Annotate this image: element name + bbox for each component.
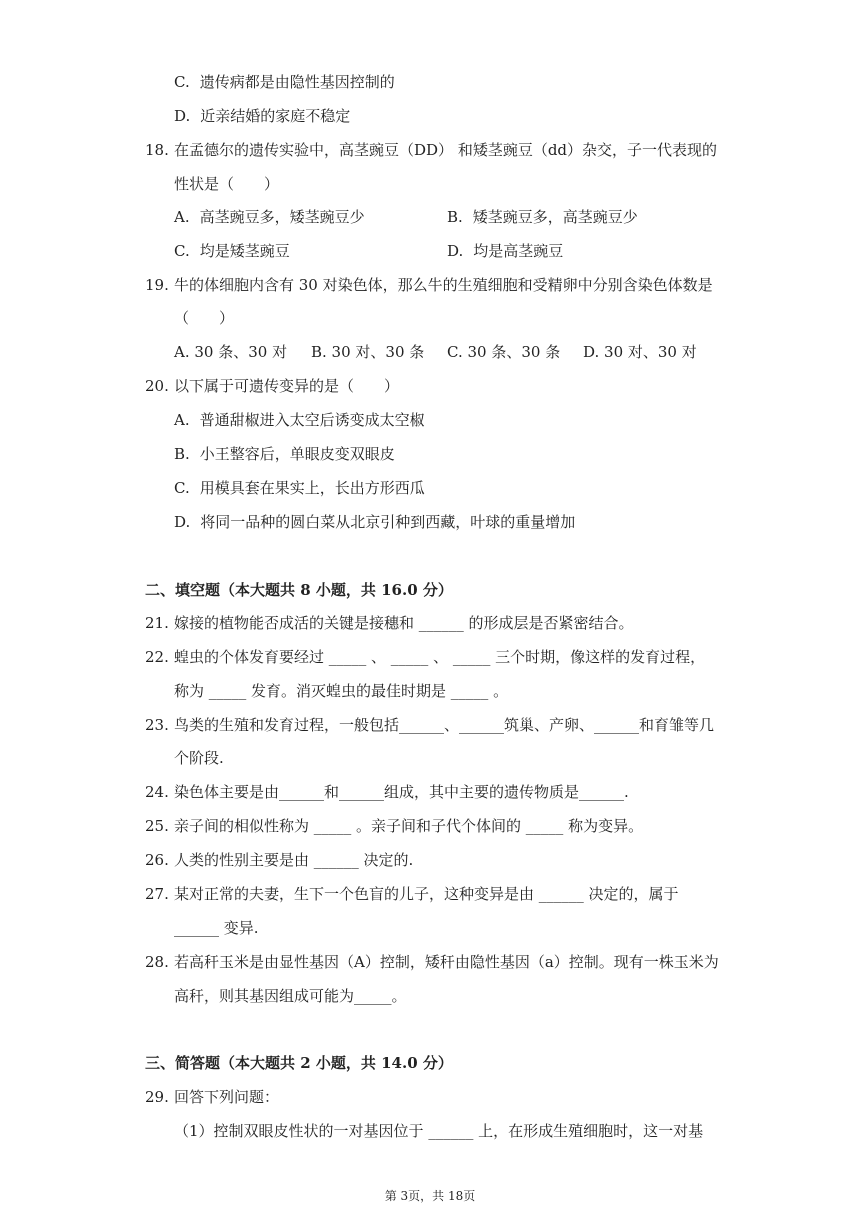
option-label: B. (447, 208, 463, 226)
q19-option-b: B. 30 对、30 条 (311, 343, 425, 361)
q24-number: 24. (145, 783, 169, 801)
q19-number: 19. (145, 276, 169, 294)
q17-option-d (174, 106, 350, 126)
option-label: A. (174, 411, 190, 429)
q19-stem-line1: 牛的体细胞内含有 30 对染色体，那么牛的生殖细胞和受精卵中分别含染色体数是 (174, 276, 713, 294)
option-text: 矮茎豌豆多，高茎豌豆少 (472, 208, 638, 226)
q23-stem-line2: 个阶段. (174, 749, 224, 767)
q18-option-a (174, 207, 365, 227)
q18-number: 18. (145, 141, 169, 159)
option-text: 普通甜椒进入太空后诱变成太空椒 (199, 411, 425, 429)
option-text: 均是高茎豌豆 (473, 242, 564, 260)
q22-number: 22. (145, 648, 169, 666)
q29-number: 29. (145, 1088, 169, 1106)
option-label: C. (174, 479, 190, 497)
option-label: A. (174, 208, 190, 226)
q19-stem-line2: （ ） (174, 309, 235, 327)
q18-option-b (447, 207, 638, 227)
q17-option-c (174, 72, 395, 92)
option-text: 高茎豌豆多，矮茎豌豆少 (199, 208, 365, 226)
option-label: D. (174, 513, 191, 531)
q18-stem-line2: 性状是（ ） (174, 175, 280, 193)
q22-stem-line1: 蝗虫的个体发育要经过 _____ 、 _____ 、 _____ 三个时期，像这样的发育过程， (174, 648, 706, 666)
q22-stem-line2: 称为 _____ 发育。消灭蝗虫的最佳时期是 _____ 。 (174, 682, 509, 700)
q29-stem: 回答下列问题： (174, 1088, 280, 1106)
q24-stem: 染色体主要是由______和______组成，其中主要的遗传物质是______. (174, 783, 629, 801)
section-heading-short-answer: 三、简答题（本大题共 2 小题，共 14.0 分） (145, 1054, 453, 1072)
q23-number: 23. (145, 716, 169, 734)
option-text: 将同一品种的圆白菜从北京引种到西藏，叶球的重量增加 (200, 513, 576, 531)
q27-stem-line1: 某对正常的夫妻，生下一个色盲的儿子，这种变异是由 ______ 决定的，属于 (174, 885, 679, 903)
q20-stem: 以下属于可遗传变异的是（ ） (174, 377, 400, 395)
option-text: 近亲结婚的家庭不稳定 (200, 107, 351, 125)
q18-option-d (447, 241, 563, 261)
option-label: D. (447, 242, 464, 260)
option-label: B. (174, 445, 190, 463)
q27-number: 27. (145, 885, 169, 903)
q19-option-d: D. 30 对、30 对 (583, 343, 697, 361)
q18-stem-line1: 在孟德尔的遗传实验中，高茎豌豆（DD） 和矮茎豌豆（dd）杂交，子一代表现的 (174, 141, 718, 159)
q21-stem: 嫁接的植物能否成活的关键是接穗和 ______ 的形成层是否紧密结合。 (174, 614, 634, 632)
q20-option-a (174, 410, 425, 430)
option-label: D. (174, 107, 191, 125)
q20-option-d (174, 512, 575, 532)
q21-number: 21. (145, 614, 169, 632)
option-label: C. (174, 73, 190, 91)
option-text: 均是矮茎豌豆 (199, 242, 290, 260)
option-text: 小王整容后，单眼皮变双眼皮 (199, 445, 395, 463)
q28-stem-line2: 高秆，则其基因组成可能为_____。 (174, 987, 407, 1005)
q20-option-c (174, 478, 425, 498)
q25-number: 25. (145, 817, 169, 835)
q23-stem-line1: 鸟类的生殖和发育过程，一般包括______、______筑巢、产卵、______和育雏等几 (174, 716, 715, 734)
q29-sub1: （1）控制双眼皮性状的一对基因位于 ______ 上，在形成生殖细胞时，这一对基 (174, 1122, 704, 1140)
q28-stem-line1: 若高秆玉米是由显性基因（A）控制，矮秆由隐性基因（a）控制。现有一株玉米为 (174, 953, 719, 971)
q19-option-c: C. 30 条、30 条 (447, 343, 561, 361)
option-label: C. (174, 242, 190, 260)
q25-stem: 亲子间的相似性称为 _____ 。亲子间和子代个体间的 _____ 称为变异。 (174, 817, 644, 835)
q26-number: 26. (145, 851, 169, 869)
option-text: 遗传病都是由隐性基因控制的 (199, 73, 395, 91)
q20-option-b (174, 444, 395, 464)
q19-option-a: A. 30 条、30 对 (174, 343, 288, 361)
q20-number: 20. (145, 377, 169, 395)
option-text: 用模具套在果实上，长出方形西瓜 (199, 479, 425, 497)
q27-stem-line2: ______ 变异. (174, 919, 259, 937)
q28-number: 28. (145, 953, 169, 971)
q26-stem: 人类的性别主要是由 ______ 决定的. (174, 851, 414, 869)
page-footer: 第 3页，共 18页 (384, 1189, 476, 1203)
section-heading-fill-in: 二、填空题（本大题共 8 小题，共 16.0 分） (145, 581, 453, 599)
q18-option-c (174, 241, 290, 261)
